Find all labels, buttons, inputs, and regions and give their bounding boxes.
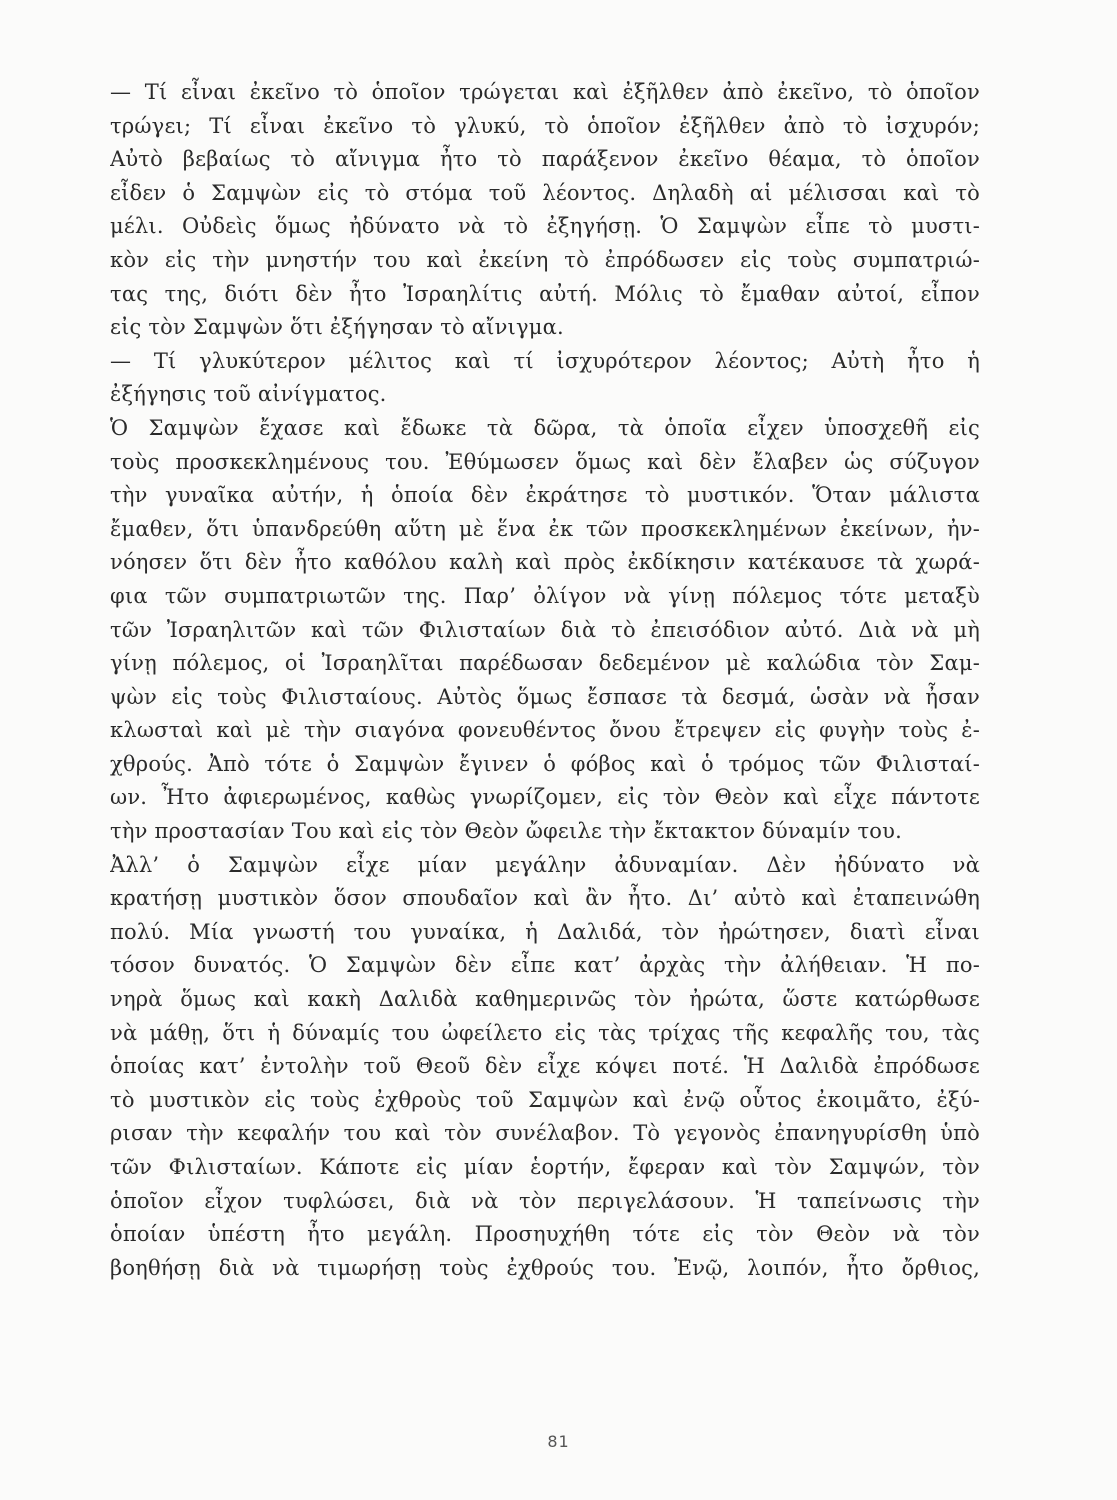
body-text (110, 76, 980, 1285)
text-line: κλωσταὶ καὶ μὲ τὴν σιαγόνα φονευθέντος ὄνου ἔτρεψεν εἰς φυγὴν τοὺς ἐ- (110, 718, 980, 743)
text-line: νηρὰ ὅμως καὶ κακὴ Δαλιδὰ καθημερινῶς τὸν ἠρώτα, ὥστε κατώρθωσε (110, 987, 980, 1012)
text-line: φια τῶν συμπατριωτῶν της. Παρ’ ὀλίγον νὰ γίνῃ πόλεμος τότε μεταξὺ (110, 583, 980, 608)
text-line: ρισαν τὴν κεφαλήν του καὶ τὸν συνέλαβον. Τὸ γεγονὸς ἐπανηγυρίσθη ὑπὸ (110, 1121, 980, 1146)
text-line: τόσον δυνατός. Ὁ Σαμψὼν δὲν εἶπε κατ’ ἀρχὰς τὴν ἀλήθειαν. Ἡ πο- (110, 953, 980, 978)
text-line: τὴν προστασίαν Του καὶ εἰς τὸν Θεὸν ὤφειλε τὴν ἔκτακτον δύναμίν του. (110, 819, 902, 844)
text-line: κὸν εἰς τὴν μνηστήν του καὶ ἐκείνη τὸ ἐπρόδωσεν εἰς τοὺς συμπατριώ- (110, 247, 980, 272)
text-line: νόησεν ὅτι δὲν ἦτο καθόλου καλὴ καὶ πρὸς ἐκδίκησιν κατέκαυσε τὰ χωρά- (110, 550, 980, 575)
text-line: Αὐτὸ βεβαίως τὸ αἴνιγμα ἦτο τὸ παράξενον ἐκεῖνο θέαμα, τὸ ὁποῖον (110, 147, 980, 172)
text-line: — Τί εἶναι ἐκεῖνο τὸ ὁποῖον τρώγεται καὶ ἐξῆλθεν ἀπὸ ἐκεῖνο, τὸ ὁποῖον (110, 80, 980, 104)
text-line: ὁποῖον εἶχον τυφλώσει, διὰ νὰ τὸν περιγελάσουν. Ἡ ταπείνωσις τὴν (110, 1188, 980, 1213)
text-line: ἔμαθεν, ὅτι ὑπανδρεύθη αὕτη μὲ ἕνα ἐκ τῶν προσκεκλημένων ἐκείνων, ἠν- (110, 516, 980, 541)
text-line: — Τί γλυκύτερον μέλιτος καὶ τί ἰσχυρότερον λέοντος; Αὐτὴ ἦτο ἡ (110, 348, 980, 373)
text-line: ὁποίας κατ’ ἐντολὴν τοῦ Θεοῦ δὲν εἶχε κόψει ποτέ. Ἡ Δαλιδὰ ἐπρόδωσε (110, 1054, 980, 1079)
text-line: εἰς τὸν Σαμψὼν ὅτι ἐξήγησαν τὸ αἴνιγμα. (110, 315, 564, 340)
text-line: τὸ μυστικὸν εἰς τοὺς ἐχθροὺς τοῦ Σαμψὼν καὶ ἐνῷ οὗτος ἐκοιμᾶτο, ἐξύ- (110, 1087, 980, 1112)
text-line: ψὼν εἰς τοὺς Φιλισταίους. Αὐτὸς ὅμως ἔσπασε τὰ δεσμά, ὡσὰν νὰ ἦσαν (110, 684, 980, 709)
text-line: ων. Ἦτο ἀφιερωμένος, καθὼς γνωρίζομεν, εἰς τὸν Θεὸν καὶ εἶχε πάντοτε (110, 785, 980, 810)
text-line: ὁποίαν ὑπέστη ἦτο μεγάλη. Προσηυχήθη τότε εἰς τὸν Θεὸν νὰ τὸν (110, 1222, 980, 1247)
text-line: τῶν Ἰσραηλιτῶν καὶ τῶν Φιλισταίων διὰ τὸ ἐπεισόδιον αὐτό. Διὰ νὰ μὴ (110, 617, 980, 642)
text-line: πολύ. Μία γνωστή του γυναίκα, ἡ Δαλιδά, τὸν ἠρώτησεν, διατὶ εἶναι (110, 919, 980, 944)
page-number: 81 (547, 1432, 570, 1451)
text-line: εἶδεν ὁ Σαμψὼν εἰς τὸ στόμα τοῦ λέοντος. Δηλαδὴ αἱ μέλισσαι καὶ τὸ (110, 180, 980, 205)
text-line: κρατήσῃ μυστικὸν ὅσον σπουδαῖον καὶ ἂν ἦτο. Δι’ αὐτὸ καὶ ἐταπεινώθη (110, 886, 980, 911)
text-line: χθρούς. Ἀπὸ τότε ὁ Σαμψὼν ἔγινεν ὁ φόβος καὶ ὁ τρόμος τῶν Φιλισταί- (110, 751, 980, 776)
text-line: τῶν Φιλισταίων. Κάποτε εἰς μίαν ἑορτήν, ἔφεραν καὶ τὸν Σαμψών, τὸν (110, 1155, 980, 1179)
text-line: τὴν γυναῖκα αὐτήν, ἡ ὁποία δὲν ἐκράτησε τὸ μυστικόν. Ὅταν μάλιστα (110, 483, 980, 508)
text-line: τας της, διότι δὲν ἦτο Ἰσραηλίτις αὐτή. Μόλις τὸ ἔμαθαν αὐτοί, εἶπον (110, 281, 980, 306)
text-line: μέλι. Οὐδεὶς ὅμως ἠδύνατο νὰ τὸ ἐξηγήσῃ. Ὁ Σαμψὼν εἶπε τὸ μυστι- (110, 214, 980, 239)
text-line: Ὁ Σαμψὼν ἔχασε καὶ ἔδωκε τὰ δῶρα, τὰ ὁποῖα εἶχεν ὑποσχεθῆ εἰς (110, 415, 980, 440)
text-line: βοηθήσῃ διὰ νὰ τιμωρήσῃ τοὺς ἐχθρούς του. Ἐνῷ, λοιπόν, ἦτο ὄρθιος, (110, 1255, 980, 1280)
text-line: ἐξήγησις τοῦ αἰνίγματος. (110, 382, 387, 407)
text-line: τρώγει; Τί εἶναι ἐκεῖνο τὸ γλυκύ, τὸ ὁποῖον ἐξῆλθεν ἀπὸ τὸ ἰσχυρόν; (110, 113, 980, 138)
text-line: γίνῃ πόλεμος, οἱ Ἰσραηλῖται παρέδωσαν δεδεμένον μὲ καλώδια τὸν Σαμ- (110, 651, 980, 676)
text-line: νὰ μάθῃ, ὅτι ἡ δύναμίς του ὠφείλετο εἰς τὰς τρίχας τῆς κεφαλῆς του, τὰς (110, 1020, 980, 1045)
text-line: Ἀλλ’ ὁ Σαμψὼν εἶχε μίαν μεγάλην ἀδυναμίαν. Δὲν ἠδύνατο νὰ (110, 852, 980, 877)
text-line: τοὺς προσκεκλημένους του. Ἐθύμωσεν ὅμως καὶ δὲν ἔλαβεν ὡς σύζυγον (110, 449, 980, 474)
